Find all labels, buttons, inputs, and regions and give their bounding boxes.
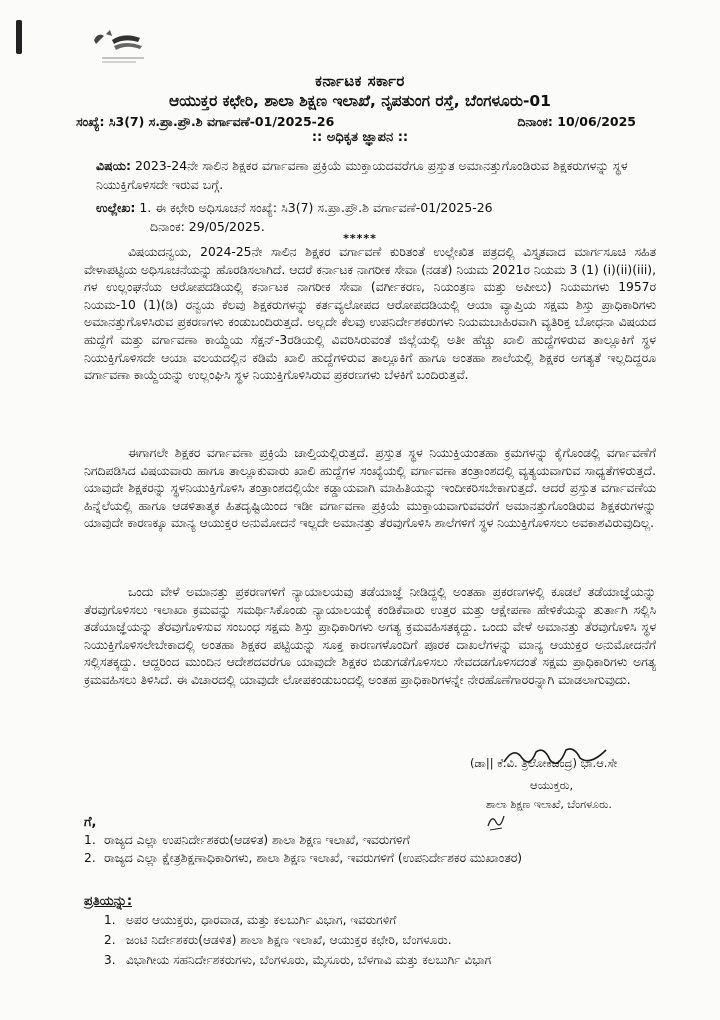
reference-line xyxy=(76,114,636,130)
subject-label: ವಿಷಯ: xyxy=(96,158,131,173)
government-emblem-icon xyxy=(88,26,150,70)
list-text: ರಾಜ್ಯದ ಎಲ್ಲಾ ಕ್ಷೇತ್ರಶಿಕ್ಷಣಾಧಿಕಾರಿಗಳು, ಶಾಲಾ ಶಿಕ್ಷಣ ಇಲಾಖೆ, ಇವರುಗಳಿಗೆ (ಉಪನಿರ್ದೇಶಕರ ಮುಖಾಂತರ) xyxy=(104,850,523,865)
list-text: ರಾಜ್ಯದ ಎಲ್ಲಾ ಉಪನಿರ್ದೇಶಕರು(ಆಡಳಿತ) ಶಾಲಾ ಶಿಕ್ಷಣ ಇಲಾಖೆ, ಇವರುಗಳಿಗೆ xyxy=(104,833,410,847)
reference-block xyxy=(96,198,656,236)
list-item xyxy=(84,832,664,850)
order-date-label: ದಿನಾಂಕ: xyxy=(517,114,553,129)
reference-label: ಉಲ್ಲೇಖ: xyxy=(96,200,136,215)
list-item xyxy=(104,930,664,950)
order-number xyxy=(76,114,334,130)
list-number: 1. xyxy=(84,833,96,847)
subject-block xyxy=(96,156,636,194)
reference-line-2: ದಿನಾಂಕ: 29/05/2025. xyxy=(150,219,265,234)
list-number: 1. xyxy=(104,913,116,927)
separator-stars: ***** xyxy=(343,232,377,245)
order-number-value: ಸಿ3(7) ಸ.ಪ್ರಾ.ಪ್ರೌ.ಶಿ ವರ್ಗಾವಣೆ-01/2025-26 xyxy=(108,114,335,129)
office-heading: ಆಯುಕ್ತರ ಕಛೇರಿ, ಶಾಲಾ ಶಿಕ್ಷಣ ಇಲಾಖೆ, ನೃಪತುಂಗ ರಸ್ತೆ, ಬೆಂಗಳೂರು-01 xyxy=(169,92,551,110)
list-item xyxy=(104,910,664,930)
margin-mark xyxy=(16,20,22,54)
list-text: ಅಪರ ಆಯುಕ್ತರು, ಧಾರವಾಡ, ಮತ್ತು ಕಲಬುರ್ಗಿ ವಿಭಾಗ, ಇವರುಗಳಿಗೆ xyxy=(126,913,397,927)
government-heading: ಕರ್ನಾಟಕ ಸರ್ಕಾರ xyxy=(315,72,405,90)
reference-line-1: 1. ಈ ಕಛೇರಿ ಅಧಿಸೂಚನೆ ಸಂಖ್ಯೆ: ಸಿ3(7) ಸ.ಪ್ರಾ.ಪ್ರೌ.ಶಿ ವರ್ಗಾವಣೆ-01/2025-26 xyxy=(139,200,493,215)
initial-mark-icon xyxy=(484,810,508,834)
recipients-list xyxy=(84,832,664,867)
signatory-name: (ಡಾ|| ಕೆ.ವಿ. ತ್ರಿಲೋಕಚಂದ್ರ) ಭಾ.ಆ.ಸೇ xyxy=(470,756,618,770)
list-item xyxy=(84,850,664,868)
copies-heading: ಪ್ರತಿಯನ್ನು: xyxy=(84,894,133,909)
signatory-title: ಆಯುಕ್ತರು, xyxy=(530,778,574,792)
notice-title: :: ಅಧಿಕೃತ ಜ್ಞಾಪನ :: xyxy=(311,130,409,145)
list-number: 2. xyxy=(84,850,96,865)
list-number: 3. xyxy=(104,953,116,967)
body-paragraph-2: ಈಗಾಗಲೇ ಶಿಕ್ಷಕರ ವರ್ಗಾವಣಾ ಪ್ರಕ್ರಿಯೆ ಚಾಲ್ತಿಯಲ್ಲಿರುತ್ತದೆ. ಪ್ರಸ್ತುತ ಸ್ಥಳ ನಿಯುಕ್ತಿಯಂತಹಾ ಕ್ರಮಗಳನ್ನು ಕೈಗೊಂಡಲ್ಲಿ ವರ್ಗಾವಣೆಗೆ ನಿಗದಿಪಡಿಸಿದ ವಿಷಯವಾರು ಹಾಗೂ ತಾಲ್ಲೂಕುವಾರು ಖಾಲಿ ಹುದ್ದೆಗಳ ಸಂಖ್ಯೆಯಲ್ಲಿ ವರ್ಗಾವಣಾ ತಂತ್ರಾಂಶದಲ್ಲಿ ವ್ಯತ್ಯಯವಾಗುವ ಸಾಧ್ಯತೆಗಳಿರುತ್ತದೆ. ಯಾವುದೇ ಶಿಕ್ಷಕರನ್ನು ಸ್ಥಳನಿಯುಕ್ತಿಗೊಳಿಸಿ ತಂತ್ರಾಂಶದಲ್ಲಿಯೇ ಕಡ್ಡಾಯವಾಗಿ ಮಾಹಿತಿಯನ್ನು ಇಂದೀಕರಿಸಬೇಕಾಗುತ್ತದೆ. ಆದರೆ ಪ್ರಸ್ತುತ ವರ್ಗಾವಣೆಯ ಹಿನ್ನೆಲೆಯಲ್ಲಿ ಹಾಗೂ ಆಡಳಿತಾತ್ಮಕ ಹಿತದೃಷ್ಟಿಯಿಂದ ಇಡೀ ವರ್ಗಾವಣಾ ಪ್ರಕ್ರಿಯೆ ಮುಕ್ತಾಯವಾಗುವವರೆಗೆ ಅಮಾನತ್ತುಗೊಂಡಿರುವ ಶಿಕ್ಷಕರುಗಳನ್ನು ಯಾವುದೇ ಕಾರಣಕ್ಕೂ ಮಾನ್ಯ ಆಯುಕ್ತರ ಅನುಮೋದನೆ ಇಲ್ಲದೇ ಅಮಾನತ್ತು ತೆರವುಗೊಳಿಸಿ ಶಾಲೆಗಳಿಗೆ ಸ್ಥಳ ನಿಯುಕ್ತಿಗೊಳಿಸಲು ಅವಕಾಶವಿರುವುದಿಲ್ಲ. xyxy=(84,446,656,531)
recipients-heading: ಗೆ, xyxy=(84,815,97,830)
copies-list xyxy=(104,910,664,970)
list-number: 2. xyxy=(104,933,116,947)
list-text: ಜಂಟಿ ನಿರ್ದೇಶಕರು(ಆಡಳಿತ) ಶಾಲಾ ಶಿಕ್ಷಣ ಇಲಾಖೆ, ಆಯುಕ್ತರ ಕಛೇರಿ, ಬೆಂಗಳೂರು. xyxy=(126,933,452,947)
order-number-label: ಸಂಖ್ಯೆ: xyxy=(76,114,105,129)
body-paragraph-3: ಒಂದು ವೇಳೆ ಅಮಾನತ್ತು ಪ್ರಕರಣಗಳಿಗೆ ನ್ಯಾಯಾಲಯವು ತಡೆಯಾಜ್ಞೆ ನೀಡಿದ್ದಲ್ಲಿ ಅಂತಹಾ ಪ್ರಕರಣಗಳಲ್ಲಿ ಕೂಡಲೆ ತಡೆಯಾಜ್ಞೆಯನ್ನು ತೆರವುಗೊಳಿಸಲು ಇಲಾಖಾ ಕ್ರಮವನ್ನು ಸಮರ್ಥಿಸಿಕೊಂಡು ನ್ಯಾಯಾಲಯಕ್ಕೆ ಕಂಡಿಕೆವಾರು ಉತ್ತರ ಮತ್ತು ಆಕ್ಷೇಪಣಾ ಹೇಳಿಕೆಯನ್ನು ತುರ್ತಾಗಿ ಸಲ್ಲಿಸಿ ತಡೆಯಾಜ್ಞೆಯನ್ನು ತೆರವುಗೊಳಿಸುವ ಸಂಬಂಧ ಸಕ್ಷಮ ಶಿಸ್ತು ಪ್ರಾಧಿಕಾರಿಗಳು ಅಗತ್ಯ ಕ್ರಮವಹಿಸತಕ್ಕದ್ದು. ಒಂದು ವೇಳೆ ಅಮಾನತ್ತು ತೆರವುಗೊಳಿಸಿ ಸ್ಥಳ ನಿಯುಕ್ತಿಗೊಳಿಸಲೇಬೇಕಾದಲ್ಲಿ ಅಂತಹಾ ಶಿಕ್ಷಕರ ಪಟ್ಟಿಯನ್ನು ಸೂಕ್ತ ಕಾರಣಗಳೊಂದಿಗೆ ಪೂರಕ ದಾಖಲೆಗಳನ್ನು ಮಾನ್ಯ ಆಯುಕ್ತರ ಅನುಮೋದನೆಗೆ ಸಲ್ಲಿಸತಕ್ಕದ್ದು. ಆದ್ದರಿಂದ ಮುಂದಿನ ಆದೇಶದವರೆಗೂ ಯಾವುದೇ ಶಿಕ್ಷಕರ ಬಿಡುಗಡೆಗೊಳಿಸಲು ಸೇವದಡಗೊಳಿಸದಂತೆ ಸಕ್ಷಮ ಪ್ರಾಧಿಕಾರಿಗಳು ಅಗತ್ಯ ಕ್ರಮವಹಿಸಲು ತಿಳಿಸಿದೆ. ಈ ವಿಚಾರದಲ್ಲಿ ಯಾವುದೇ ಲೋಪಕಂಡುಬಂದಲ್ಲಿ ಅಂತಹ ಪ್ರಾಧಿಕಾರಿಗಳನ್ನೇ ನೇರಹೊಣೆಗಾರರನ್ನಾಗಿ ಮಾಡಲಾಗುವುದು. xyxy=(84,585,656,687)
order-date-value: 10/06/2025 xyxy=(557,114,636,129)
order-date xyxy=(517,114,636,130)
subject-text: 2023-24ನೇ ಸಾಲಿನ ಶಿಕ್ಷಕರ ವರ್ಗಾವಣಾ ಪ್ರಕ್ರಿಯೆ ಮುಕ್ತಾಯದವರೆಗೂ ಪ್ರಸ್ತುತ ಅಮಾನತ್ತುಗೊಂಡಿರುವ ಶಿಕ್ಷಕರುಗಳನ್ನು ಸ್ಥಳ ನಿಯುಕ್ತಿಗೊಳಿಸದೇ ಇರುವ ಬಗ್ಗೆ. xyxy=(96,158,628,192)
signatory-office: ಶಾಲಾ ಶಿಕ್ಷಣ ಇಲಾಖೆ, ಬೆಂಗಳೂರು. xyxy=(486,798,612,811)
list-text: ವಿಭಾಗೀಯ ಸಹನಿರ್ದೇಶಕರುಗಳು, ಬೆಂಗಳೂರು, ಮೈಸೂರು, ಬೆಳಗಾವಿ ಮತ್ತು ಕಲಬುರ್ಗಿ ವಿಭಾಗ xyxy=(126,953,492,967)
body-paragraph-1: ವಿಷಯದನ್ವಯ, 2024-25ನೇ ಸಾಲಿನ ಶಿಕ್ಷಕರ ವರ್ಗಾವಣೆ ಕುರಿತಂತೆ ಉಲ್ಲೇಖಿತ ಪತ್ರದಲ್ಲಿ ವಿಸ್ತೃತವಾದ ಮಾರ್ಗಸೂಚಿ ಸಹಿತ ವೇಳಾಪಟ್ಟಿಯ ಅಧಿಸೂಚನೆಯನ್ನು ಹೊರಡಿಸಲಾಗಿದೆ. ಆದರೆ ಕರ್ನಾಟಕ ನಾಗರೀಕ ಸೇವಾ (ನಡತೆ) ನಿಯಮ 2021ರ ನಿಯಮ 3 (1) (i)(ii)(iii), ಗಳ ಉಲ್ಲಂಘನೆಯ ಆರೋಪದಡಿಯಲ್ಲಿ ಕರ್ನಾಟಕ ನಾಗರೀಕ ಸೇವಾ (ವರ್ಗೀಕರಣ, ನಿಯಂತ್ರಣ ಮತ್ತು ಅಪೀಲು) ನಿಯಮಗಳು 1957ರ ನಿಯಮ-10 (1)(ಡಿ) ರನ್ವಯ ಕೆಲವು ಶಿಕ್ಷಕರುಗಳನ್ನು ಕರ್ತವ್ಯಲೋಪದ ಆರೋಪದಡಿಯಲ್ಲಿ ಆಯಾ ವ್ಯಾಪ್ತಿಯ ಸಕ್ಷಮ ಶಿಸ್ತು ಪ್ರಾಧಿಕಾರಿಗಳು ಅಮಾನತ್ತುಗೊಳಿಸಿರುವ ಪ್ರಕರಣಗಳು ಕಂಡುಬಂದಿರುತ್ತದೆ. ಅಲ್ಲದೇ ಕೆಲವು ಉಪನಿರ್ದೇಶಕರುಗಳು ನಿಯಮಬಾಹಿರವಾಗಿ ವ್ಯತಿರಿಕ್ತ ಬೋಧನಾ ವಿಷಯದ ಹುದ್ದೆಗೆ ಮತ್ತು ವರ್ಗಾವಣಾ ಕಾಯ್ದೆಯ ಸೆಕ್ಷನ್-3ರಡಿಯಲ್ಲಿ ವಿವರಿಸಿರುವಂತೆ ಜಿಲ್ಲೆಯಲ್ಲಿ ಅತೀ ಹೆಚ್ಚು ಖಾಲಿ ಹುದ್ದೆಗಳಿರುವ ತಾಲ್ಲೂಕಿಗೆ ಸ್ಥಳ ನಿಯುಕ್ತಿಗೊಳಿಸದೇ ಆಯಾ ವಲಯದಲ್ಲಿನ ಕಡಿಮೆ ಖಾಲಿ ಹುದ್ದೆಗಳಿರುವ ತಾಲ್ಲೂಕಿಗೆ ಹಾಗೂ ಅಂತಹಾ ಶಾಲೆಯಲ್ಲಿ ಶಿಕ್ಷಕರ ಅಗತ್ಯತೆ ಇಲ್ಲದಿದ್ದರೂ ವರ್ಗಾವಣಾ ಕಾಯ್ದೆಯನ್ನು ಉಲ್ಲಂಘಿಸಿ ಸ್ಥಳ ನಿಯುಕ್ತಿಗೊಳಿಸಿರುವ ಪ್ರಕರಣಗಳು ಬೆಳಕಿಗೆ ಬಂದಿರುತ್ತವೆ. xyxy=(84,245,656,383)
list-item xyxy=(104,950,664,970)
